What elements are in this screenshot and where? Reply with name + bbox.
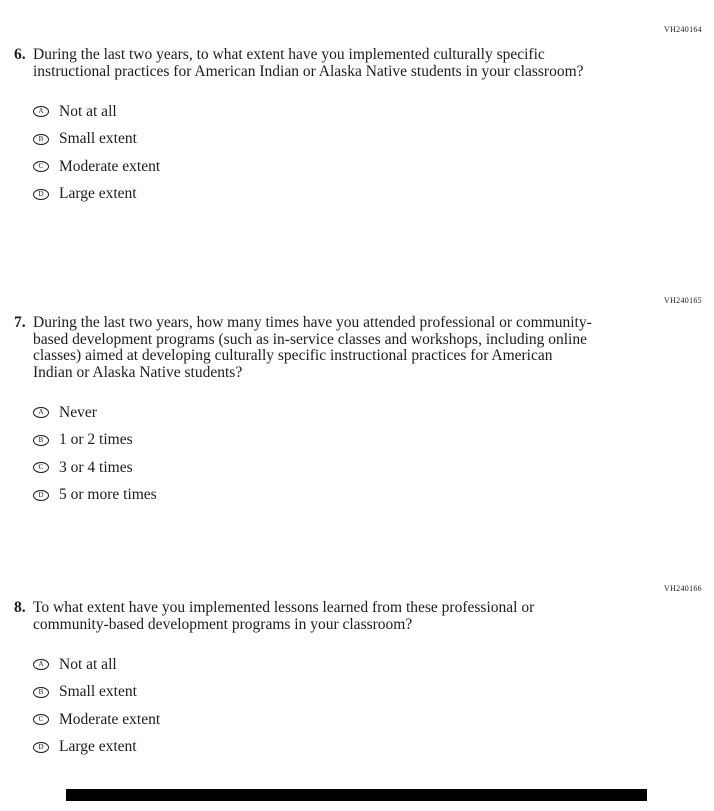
question-8 [14, 600, 614, 761]
answer-oval-b[interactable] [33, 435, 49, 446]
answer-label: Large extent [59, 738, 137, 756]
answer-label: 5 or more times [59, 486, 157, 504]
oval-letter: D [38, 742, 44, 751]
question-7 [14, 315, 614, 509]
oval-letter: B [38, 134, 44, 143]
answer-option [33, 98, 614, 126]
question-6-options [33, 98, 614, 208]
answer-label: Moderate extent [59, 710, 161, 728]
answer-oval-d[interactable] [33, 490, 49, 501]
answer-label: Not at all [59, 102, 117, 120]
answer-option [33, 181, 614, 209]
oval-letter: A [38, 408, 44, 417]
answer-oval-d[interactable] [33, 189, 49, 200]
question-7-head [14, 315, 614, 381]
question-7-code: VH240165 [664, 296, 702, 305]
answer-option [33, 482, 614, 510]
answer-option [33, 454, 614, 482]
oval-letter: C [38, 162, 44, 171]
answer-label: Not at all [59, 655, 117, 673]
oval-letter: C [38, 715, 44, 724]
question-7-number: 7. [14, 314, 26, 331]
answer-oval-a[interactable] [33, 106, 49, 117]
question-6-code: VH240164 [664, 25, 702, 34]
answer-option [33, 399, 614, 427]
oval-letter: D [38, 189, 44, 198]
answer-option [33, 651, 614, 679]
answer-label: Small extent [59, 130, 137, 148]
answer-label: Large extent [59, 185, 137, 203]
answer-option [33, 734, 614, 762]
question-8-code: VH240166 [664, 584, 702, 593]
answer-oval-b[interactable] [33, 134, 49, 145]
question-6-number: 6. [14, 46, 26, 63]
answer-option [33, 427, 614, 455]
question-6-head [14, 47, 614, 80]
answer-option [33, 679, 614, 707]
answer-option [33, 126, 614, 154]
oval-letter: A [38, 660, 44, 669]
question-8-options [33, 651, 614, 761]
answer-oval-c[interactable] [33, 161, 49, 172]
question-6 [14, 47, 614, 208]
answer-oval-d[interactable] [33, 742, 49, 753]
answer-label: Small extent [59, 683, 137, 701]
answer-oval-b[interactable] [33, 687, 49, 698]
answer-label: Never [59, 403, 97, 421]
answer-oval-a[interactable] [33, 659, 49, 670]
oval-letter: C [38, 463, 44, 472]
answer-option [33, 706, 614, 734]
question-6-text: During the last two years, to what extent have you implemented culturally specific instructional practices for American Indian or Alaska Native students in your classroom? [33, 46, 584, 80]
page-footer-bar [66, 789, 647, 801]
oval-letter: B [38, 687, 44, 696]
answer-label: 1 or 2 times [59, 431, 133, 449]
answer-label: 3 or 4 times [59, 458, 133, 476]
oval-letter: A [38, 107, 44, 116]
oval-letter: D [38, 490, 44, 499]
question-7-text: During the last two years, how many times have you attended professional or community-based development programs (such as in-service classes and workshops, including online classes) aimed at developing culturally specific instructional practices for American Indian or Alaska Native students? [33, 314, 592, 381]
answer-label: Moderate extent [59, 157, 161, 175]
answer-oval-a[interactable] [33, 407, 49, 418]
question-7-options [33, 399, 614, 509]
question-8-head [14, 600, 614, 633]
answer-option [33, 153, 614, 181]
answer-oval-c[interactable] [33, 714, 49, 725]
answer-oval-c[interactable] [33, 462, 49, 473]
oval-letter: B [38, 435, 44, 444]
question-8-number: 8. [14, 599, 26, 616]
question-8-text: To what extent have you implemented lessons learned from these professional or community-based development programs in your classroom? [33, 599, 535, 633]
